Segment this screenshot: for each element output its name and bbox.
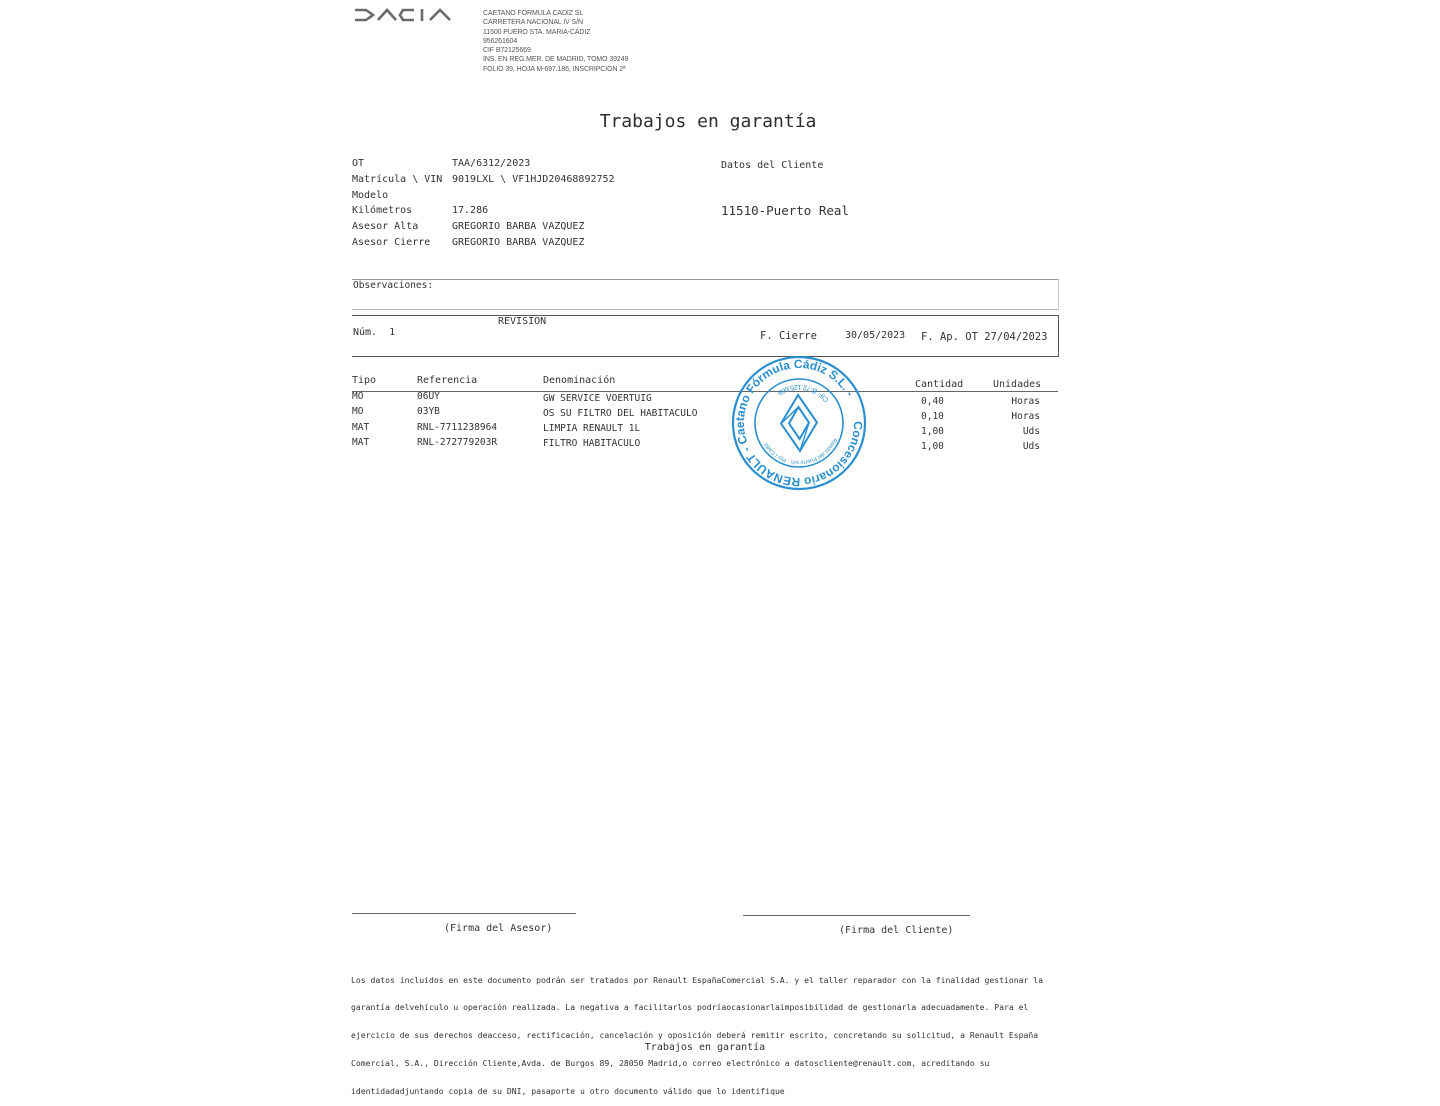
asesor-signature-line	[352, 913, 576, 914]
revision-number-label: Núm.	[353, 327, 378, 338]
company-line: CIF B72125669	[483, 47, 531, 55]
info-value: TAA/6312/2023	[452, 158, 531, 169]
f-cierre-label: F. Cierre	[760, 330, 817, 342]
revision-number	[353, 327, 395, 338]
info-row-asesor-alta	[352, 219, 615, 235]
cell-unidades: Horas	[1011, 396, 1040, 407]
client-location: 11510-Puerto Real	[721, 203, 849, 218]
company-line: CARRETERA NACIONAL IV S/N	[483, 19, 583, 27]
col-header-unidades: Unidades	[993, 379, 1042, 390]
cell-denominacion: FILTRO HABITACULO	[543, 438, 641, 449]
renault-logo-icon	[780, 394, 818, 451]
info-row-ot	[352, 156, 615, 172]
info-label: OT	[352, 158, 365, 169]
cell-cantidad: 1,00	[921, 426, 944, 437]
cell-cantidad: 0,10	[921, 411, 944, 422]
info-label: Matrícula \ VIN	[352, 173, 443, 185]
info-label: Asesor Cierre	[352, 236, 431, 248]
col-header-tipo: Tipo	[352, 375, 377, 386]
cliente-signature-line	[743, 915, 970, 916]
info-label: Kilómetros	[352, 205, 413, 217]
company-line: 956261604	[483, 37, 518, 45]
cell-tipo: MAT	[352, 437, 370, 448]
company-line: 11500 PUERO STA. MARIA-CÁDIZ	[483, 28, 591, 36]
f-ap-ot	[921, 331, 1047, 343]
cell-referencia: RNL-7711238964	[417, 422, 498, 433]
info-row-modelo	[352, 188, 615, 204]
col-header-cantidad: Cantidad	[915, 379, 964, 390]
cell-referencia: RNL-272779203R	[417, 437, 498, 448]
document-title: Trabajos en garantía	[599, 111, 817, 132]
legal-line: Los datos incluidos en este documento podrán ser tratados por Renault EspañaComercial S.A. y el taller reparador con la finalidad gestionar la	[351, 974, 1043, 985]
revision-number-value: 1	[389, 327, 396, 338]
company-line: CAETANO FORMULA CADIZ SL	[483, 10, 584, 17]
asesor-signature-label: (Firma del Asesor)	[444, 923, 553, 934]
f-ap-ot-label: F. Ap. OT	[921, 331, 978, 343]
col-header-referencia: Referencia	[417, 375, 478, 386]
cell-denominacion: GW SERVICE VOERTUIG	[543, 393, 652, 404]
legal-notice	[351, 957, 1043, 1106]
info-row-kilometros	[352, 203, 615, 219]
info-value: 17.286	[452, 205, 489, 217]
info-label: Modelo	[352, 189, 389, 201]
info-value: GREGORIO BARBA VAZQUEZ	[452, 221, 585, 233]
stamp-inner-bottom: CIF: B-72.125.669	[776, 382, 831, 403]
observations-label: Observaciones:	[353, 280, 434, 291]
col-header-denominacion: Denominación	[543, 375, 616, 386]
f-cierre-value: 30/05/2023	[845, 330, 906, 341]
observations-box	[352, 279, 1059, 310]
cell-referencia: 03YB	[417, 406, 440, 417]
info-row-matricula	[352, 172, 615, 188]
cell-cantidad: 1,00	[921, 441, 944, 452]
svg-text:Concesionario RENAULT - Caetan	[731, 355, 868, 492]
revision-title: REVISION	[498, 316, 547, 327]
dacia-logo	[354, 7, 458, 23]
legal-line: garantía delvehículo u operación realizada. La negativa a facilitarlos podríaocasionarlaimposibilidad de gestionarla adecuadamente. Para el	[351, 1002, 1029, 1013]
company-line: FOLIO 39, HOJA M-697.186, INSCRIPCION 2ª	[483, 65, 626, 73]
info-value: 9019LXL \ VF1HJD20468892752	[452, 173, 615, 185]
stamp-outer-text: Concesionario RENAULT - Caetano Fórmula Cádiz S.L. -	[732, 356, 866, 490]
legal-line: ejercicio de sus derechos deacceso, rectificación, cancelación y oposición deberá remitir escrito, concretando su solicitud, a Renault España	[351, 1030, 1039, 1041]
cliente-signature-label: (Firma del Cliente)	[839, 925, 954, 936]
stamp-inner-top: Ronda del Puerto s/n · Pto I Cádiz	[762, 437, 838, 466]
client-heading: Datos del Cliente	[721, 160, 824, 171]
info-value: GREGORIO BARBA VAZQUEZ	[452, 236, 585, 248]
cell-denominacion: OS SU FILTRO DEL HABITACULO	[543, 408, 698, 419]
cell-tipo: MAT	[352, 422, 370, 433]
company-address	[483, 9, 628, 74]
cell-cantidad: 0,40	[921, 396, 944, 407]
info-label: Asesor Alta	[352, 221, 419, 233]
cell-referencia: 06UY	[417, 391, 440, 402]
legal-line: identidadadjuntando copia de su DNI, pasaporte u otro documento válido que lo identifique	[351, 1086, 785, 1097]
table-header-divider	[352, 391, 1058, 392]
company-line: INS. EN REG.MER. DE MADRID, TOMO 39249	[483, 56, 629, 64]
cell-tipo: MO	[352, 391, 364, 402]
cell-tipo: MO	[352, 406, 364, 417]
cell-unidades: Uds	[1022, 426, 1040, 437]
cell-unidades: Horas	[1011, 411, 1040, 422]
cell-denominacion: LIMPIA RENAULT 1L	[543, 423, 641, 434]
order-info	[352, 156, 615, 251]
info-row-asesor-cierre	[352, 235, 615, 251]
footer-title: Trabajos en garantía	[644, 1042, 766, 1053]
legal-line: Comercial, S.A., Dirección Cliente,Avda. de Burgos 89, 28050 Madrid,o correo electrónico a datoscliente@renault.com, acreditando su	[351, 1058, 990, 1069]
f-ap-ot-value: 27/04/2023	[984, 331, 1048, 343]
dealer-stamp	[729, 353, 870, 494]
cell-unidades: Uds	[1022, 441, 1040, 452]
